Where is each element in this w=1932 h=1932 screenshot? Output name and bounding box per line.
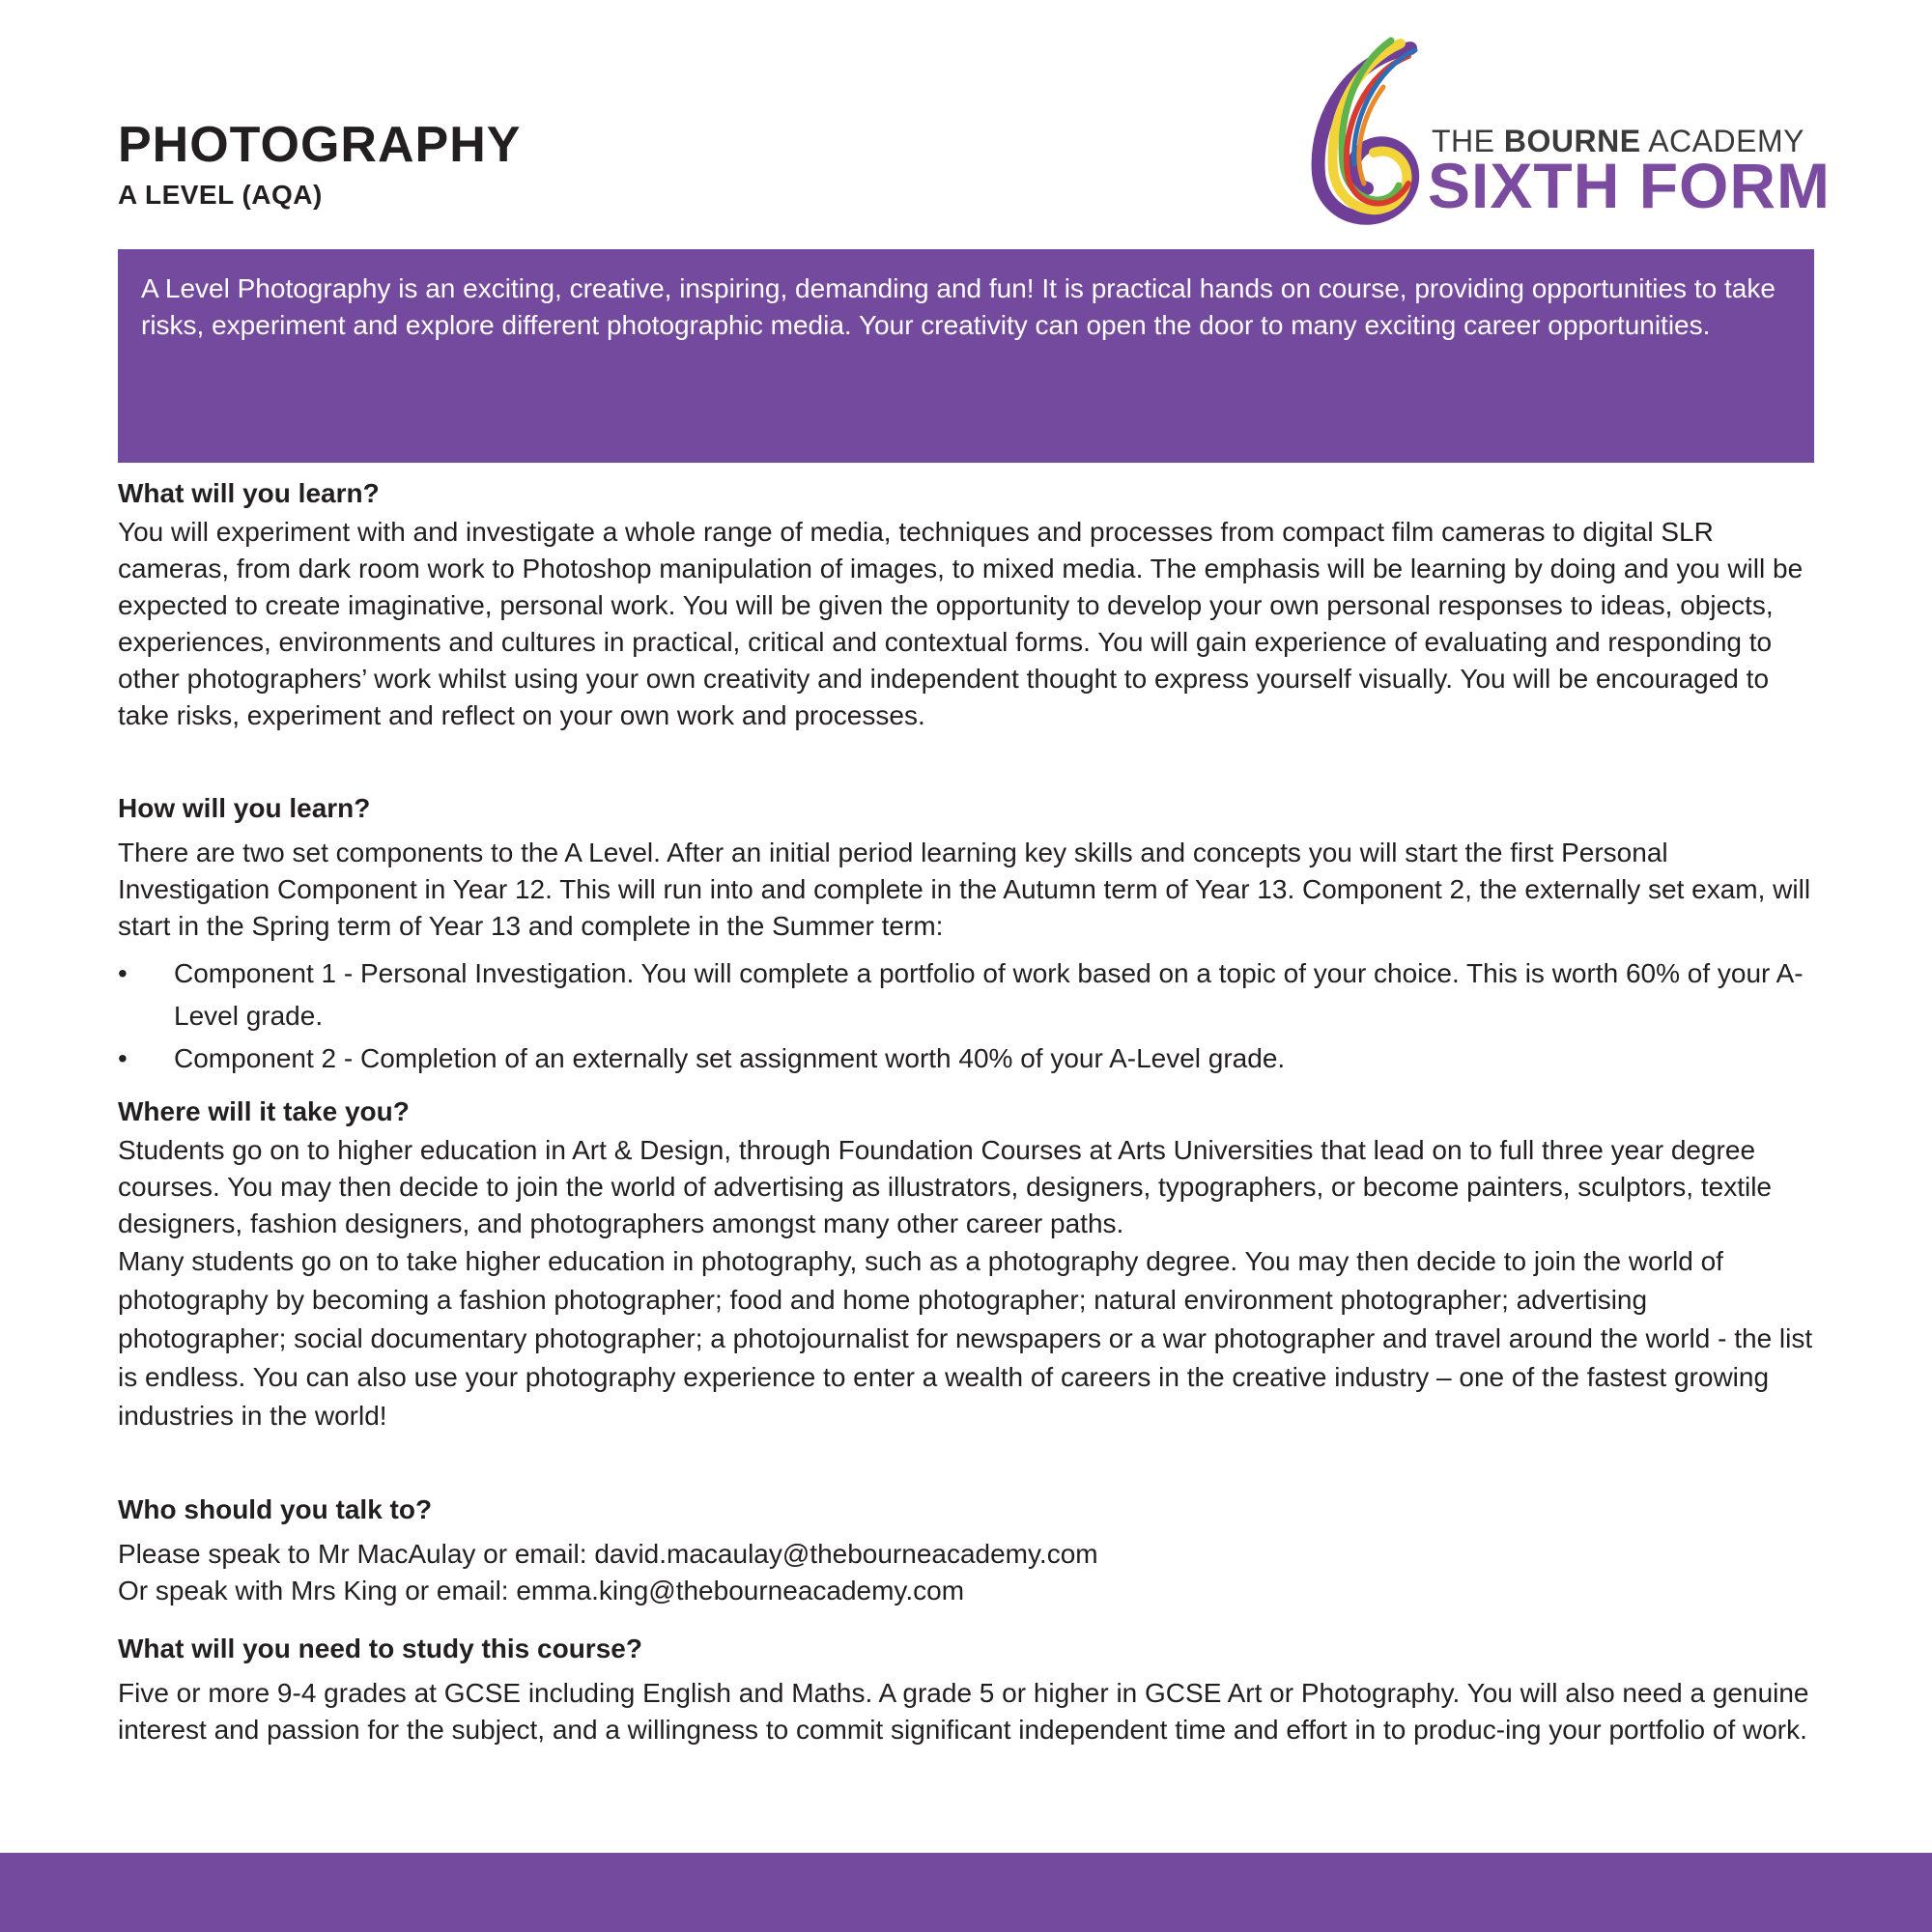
contact-2-prefix: Or speak with Mrs King or email:	[118, 1576, 517, 1605]
components-list	[118, 952, 1818, 1080]
intro-text: A Level Photography is an exciting, creative, inspiring, demanding and fun! It is practical hands on course, providing opportunities to take risks, experiment and explore different photographic media. Your creativity can open the door to many exciting career opportunities.	[141, 273, 1776, 340]
need-body: Five or more 9-4 grades at GCSE including English and Maths. A grade 5 or higher in GCSE Art or Photography. You will also need a genuine interest and passion for the subject, and a willingness to commit significant independent time and effort in to produc-ing your portfolio of work.	[118, 1678, 1809, 1745]
where-heading: Where will it take you?	[118, 1096, 410, 1126]
logo-academy: ACADEMY	[1640, 124, 1804, 158]
list-item	[118, 1037, 1818, 1080]
component-1-text: Component 1 - Personal Investigation. You will complete a portfolio of work based on a topic of your choice. This is worth 60% of your A-Level grade.	[174, 958, 1804, 1031]
logo-sixth-form: SIXTH FORM	[1428, 150, 1831, 221]
list-item	[118, 952, 1818, 1037]
bullet-icon: •	[118, 958, 128, 988]
contact-line-2	[118, 1573, 1818, 1609]
intro-banner	[118, 249, 1814, 463]
logo-bourne: BOURNE	[1503, 124, 1641, 158]
how-heading: How will you learn?	[118, 793, 371, 823]
email-link-king[interactable]: emma.king@thebourneacademy.com	[516, 1576, 965, 1605]
page-title: PHOTOGRAPHY	[118, 117, 522, 173]
email-link-macaulay[interactable]: david.macaulay@thebourneacademy.com	[594, 1539, 1098, 1569]
sixth-form-logo	[1294, 29, 1831, 242]
learn-heading: What will you learn?	[118, 478, 380, 508]
footer-bar	[0, 1853, 1932, 1932]
learn-body: You will experiment with and investigate a whole range of media, techniques and processes from compact film cameras to digital SLR cameras, from dark room work to Photoshop manipulation of images, to mixed media. The emphasis will be learning by doing and you will be expected to create imaginative, personal work. You will be given the opportunity to develop your own personal responses to ideas, objects, experiences, environments and cultures in practical, critical and contextual forms. You will gain experience of evaluating and responding to other photographers’ work whilst using your own creativity and independent thought to express yourself visually. You will be encouraged to take risks, experiment and reflect on your own work and processes.	[118, 517, 1804, 730]
how-body: There are two set components to the A Level. After an initial period learning key skills and concepts you will start the first Personal Investigation Component in Year 12. This will run into and complete in the Autumn term of Year 13. Component 2, the externally set exam, will start in the Spring term of Year 13 and complete in the Summer term:	[118, 838, 1811, 941]
page-subtitle: A LEVEL (AQA)	[118, 180, 323, 210]
logo-the: THE	[1432, 124, 1504, 158]
contact-1-prefix: Please speak to Mr MacAulay or email:	[118, 1539, 595, 1569]
component-2-text: Component 2 - Completion of an externally set assignment worth 40% of your A-Level grade.	[174, 1043, 1286, 1073]
need-heading: What will you need to study this course?	[118, 1634, 642, 1663]
contact-line-1	[118, 1536, 1818, 1573]
where-body-1: Students go on to higher education in Art & Design, through Foundation Courses at Arts Universities that lead on to full three year degree courses. You may then decide to join the world of advertising as illustrators, designers, typographers, or become painters, sculptors, textile designers, fashion designers, and photographers amongst many other career paths.	[118, 1135, 1773, 1238]
six-swirl-icon	[1294, 29, 1439, 242]
who-heading: Who should you talk to?	[118, 1494, 433, 1524]
where-body-2: Many students go on to take higher education in photography, such as a photography degree. You may then decide to join the world of photography by becoming a fashion photographer; food and home photographer; natural environment photographer; advertising photographer; social documentary photographer; a photojournalist for newspapers or a war photographer and travel around the world - the list is endless. You can also use your photography experience to enter a wealth of careers in the creative industry – one of the fastest growing industries in the world!	[118, 1246, 1813, 1431]
main-content	[118, 473, 1818, 1748]
bullet-icon: •	[118, 1043, 128, 1073]
